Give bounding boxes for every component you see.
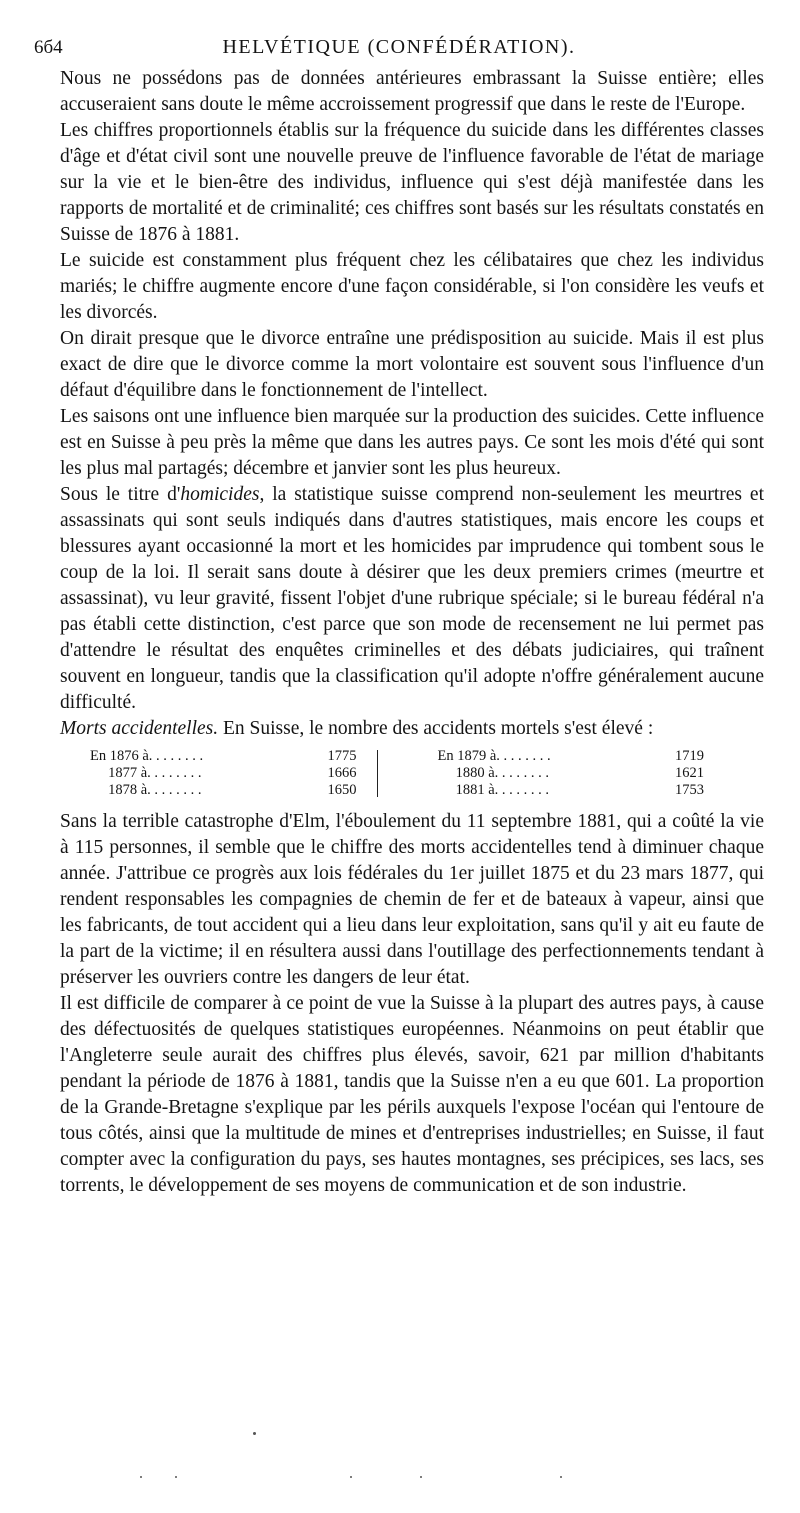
stat-value: 1775 [327,748,357,764]
paragraph-intro: Nous ne possédons pas de données antérieures embrassant la Suisse entière; elles accuseraient sans doute le même accroissement progressif que dans le reste de l'Europe. [60,68,764,115]
homicides-term: homicides [180,484,260,505]
stat-value: 1621 [675,765,704,781]
stat-year-label: 1881 à. . . . . . . . [437,782,550,798]
stat-row [438,782,705,799]
page-header [34,34,764,62]
print-specks [0,1430,800,1490]
stat-year-label: 1877 à. . . . . . . . [90,765,202,781]
ink-speck [140,1476,142,1478]
paragraph-seasons: Les saisons ont une influence bien marquée sur la production des suicides. Cette influence est en Suisse à peu près la même que dans les autres pays. Ce sont les mois d'été qui sont les plus mal partagés; décembre et janvier sont les plus heureux. [60,406,764,479]
paragraph-homicides [60,482,764,716]
paragraph-suicide-celibacy: Le suicide est constamment plus fréquent chez les célibataires que chez les individus mariés; le chiffre augmente encore d'une façon considérable, si l'on considère les veufs et les divorcés. [60,250,764,323]
paragraph-proportional-figures [60,118,764,248]
stat-year-label: 1878 à. . . . . . . . [90,782,202,798]
stat-value: 1650 [327,782,357,798]
accident-stats-table [60,748,764,799]
stat-row [90,748,357,765]
accident-stats-left-column [60,748,377,799]
stat-year-label: En 1879 à. . . . . . . . [437,748,551,764]
accidents-heading: Morts accidentelles. [60,718,219,739]
stat-row [438,765,705,782]
ink-speck [350,1476,352,1478]
stat-value: 1666 [327,765,357,781]
page-number: 6б4 [34,37,63,58]
stat-value: 1753 [675,782,704,798]
homicides-text-after: , la statistique suisse comprend non-seulement les meurtres et assassinats qui sont seuls indiqués dans d'autres statistiques, mais encore les coups et blessures ayant occasionné la mort et les homicides par imprudence qui tombent sous le coup de la loi. Il serait sans doute à désirer que les deux premiers crimes (meurtre et assassinat), vu leur gravité, fissent l'objet d'une rubrique spéciale; si le bureau fédéral n'a pas établi cette distinction, c'est parce que son mode de recensement ne lui permet pas d'attendre le résultat des enquêtes criminelles et des débats judiciaires, qui traînent souvent en longueur, tandis que la classification qu'il adopte n'offre généralement aucune difficulté. [60,484,764,713]
stat-row [438,748,705,765]
ink-speck [420,1476,422,1478]
paragraph-comparison: Il est difficile de comparer à ce point de vue la Suisse à la plupart des autres pays, à cause des défectuosités de quelques statistiques européennes. Néanmoins on peut établir que l'Angleterre seule aurait des chiffres plus élevés, savoir, 621 par million d'habitants pendant la période de 1876 à 1881, tandis que la Suisse n'en a eu que 601. La proportion de la Grande-Bretagne s'explique par les périls auxquels l'expose l'océan qui l'entoure de tous côtés, ainsi que la multitude de mines et d'entreprises industrielles; en Suisse, il faut compter avec la configuration du pays, ses hautes montagnes, ses précipices, ses lacs, ses torrents, le développement de ses moyens de communication et de son industrie. [60,993,764,1196]
ink-speck [253,1432,256,1435]
stat-year-label: En 1876 à. . . . . . . . [90,748,204,764]
body-text [60,66,764,1199]
paragraph-text: Les chiffres proportionnels établis sur la fréquence du suicide dans les différentes classes d'âge et d'état civil sont une nouvelle preuve de l'influence favorable de l'état de mariage sur la vie et le bien-être des individus, influence qui s'est déjà manifestée dans les rapports de mortalité et de criminalité; ces chiffres sont basés sur les résultats constatés en Suisse de 1876 à 1881. [60,120,764,245]
stat-row [90,765,357,782]
running-head: HELVÉTIQUE (CONFÉDÉRATION). [222,36,576,58]
paragraph-accidents-intro [60,716,764,742]
accident-stats-right-column [378,748,765,799]
ink-speck [560,1476,562,1478]
homicides-text-before: Sous le titre d' [60,484,181,505]
stat-year-label: 1880 à. . . . . . . . [437,765,550,781]
ink-speck [175,1476,177,1478]
paragraph-elm-catastrophe: Sans la terrible catastrophe d'Elm, l'éboulement du 11 septembre 1881, qui a coûté la vie à 115 personnes, il semble que le chiffre des morts accidentelles tend à diminuer chaque année. J'attribue ce progrès aux lois fédérales du 1er juillet 1875 et du 23 mars 1877, qui rendent responsables les compagnies de chemin de fer et de bateaux à vapeur, ainsi que les fabricants, de tout accident qui a lieu dans leur exploitation, sans qu'il y ait eu faute de la part de la victime; il en résultera aussi dans l'outillage des perfectionnements tendant à préserver les ouvriers contre les dangers de leur état. [60,811,764,988]
accidents-intro-text: En Suisse, le nombre des accidents mortels s'est élevé : [218,718,654,739]
stat-value: 1719 [675,748,704,764]
paragraph-divorce: On dirait presque que le divorce entraîne une prédisposition au suicide. Mais il est plus exact de dire que le divorce comme la mort volontaire est souvent sous l'influence d'un défaut d'équilibre dans le fonctionnement de l'intellect. [60,328,764,401]
stat-row [90,782,357,799]
